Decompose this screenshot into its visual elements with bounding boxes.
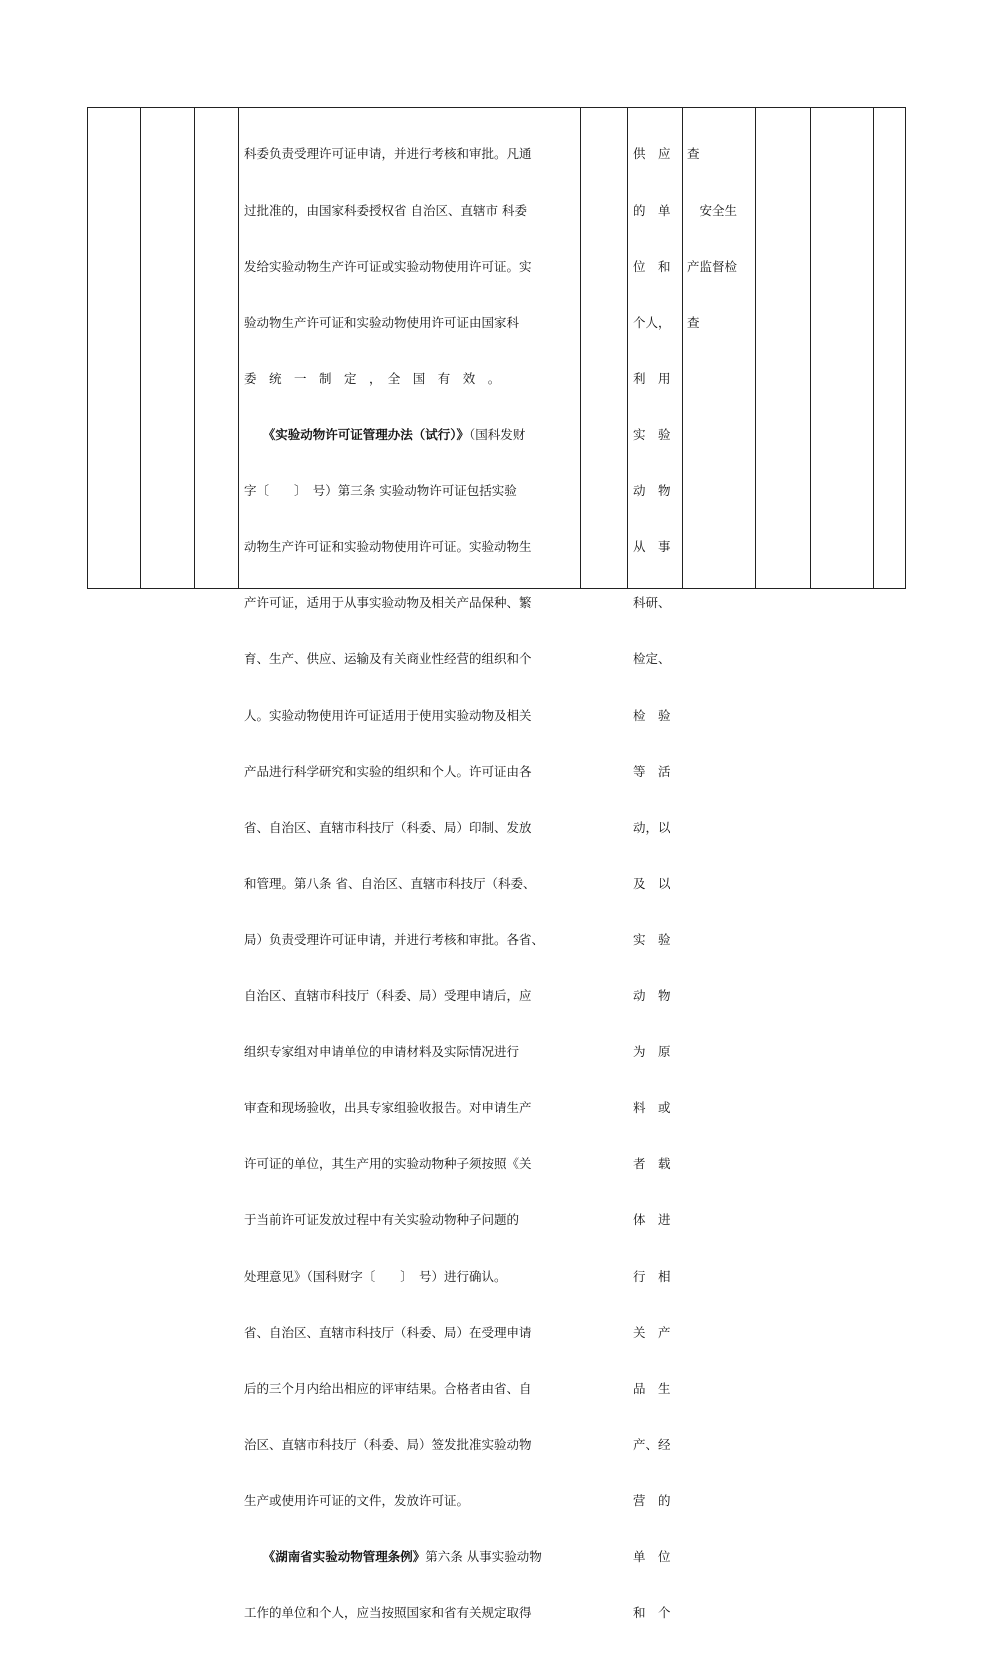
- text-line: 《湖南省实验动物管理条例》第六条 从事实验动物: [269, 1549, 542, 1565]
- column-divider: [194, 107, 195, 589]
- text-line: 关 产: [633, 1324, 671, 1340]
- text-line: 动，以: [633, 819, 671, 835]
- text-line: 科委负责受理许可证申请，并进行考核和审批。凡通: [244, 146, 532, 162]
- text-line: 和管理。第八条 省、自治区、直辖市科技厅（科委、: [244, 875, 536, 891]
- text-line: 的 单: [633, 202, 671, 218]
- text-line: 为 原: [633, 1044, 671, 1060]
- column-divider: [682, 107, 683, 589]
- column-divider: [580, 107, 581, 589]
- text-line: 等 活: [633, 763, 671, 779]
- text-line: 动 物: [633, 483, 671, 499]
- law-title: 《湖南省实验动物管理条例》: [269, 1549, 426, 1565]
- text-line: 省、自治区、直辖市科技厅（科委、局）印制、发放: [244, 819, 532, 835]
- text-line: 营 的: [633, 1493, 671, 1509]
- text-line: 查: [687, 146, 700, 162]
- text-line: 供 应: [633, 146, 671, 162]
- text-line: 科研、: [633, 595, 671, 611]
- text-line: 审查和现场验收，出具专家组验收报告。对申请生产: [244, 1100, 532, 1116]
- text-line: 验动物生产许可证和实验动物使用许可证由国家科: [244, 314, 520, 330]
- text-line: 产品进行科学研究和实验的组织和个人。许可证由各: [244, 763, 532, 779]
- legal-basis-text: [244, 108, 544, 1660]
- column-divider: [238, 107, 239, 589]
- text-line: 料 或: [633, 1100, 671, 1116]
- text-line: 利 用: [633, 370, 671, 386]
- text-line: 实 验: [633, 426, 671, 442]
- column-divider: [873, 107, 874, 589]
- text-line: 动物生产许可证和实验动物使用许可证。实验动物生: [244, 539, 532, 555]
- text-line: 体 进: [633, 1212, 671, 1228]
- text-line: 和 个: [633, 1605, 671, 1621]
- text-line: 查: [687, 314, 700, 330]
- text-line: 过批准的，由国家科委授权省 自治区、直辖市 科委: [244, 202, 527, 218]
- text-line: 发给实验动物生产许可证或实验动物使用许可证。实: [244, 258, 532, 274]
- text-line: 及 以: [633, 875, 671, 891]
- text-line: 育、生产、供应、运输及有关商业性经营的组织和个: [244, 651, 532, 667]
- text-line: 许可证的单位，其生产用的实验动物种子须按照《关: [244, 1156, 532, 1172]
- text-line: 单 位: [633, 1549, 671, 1565]
- text-line: 治区、直辖市科技厅（科委、局）签发批准实验动物: [244, 1436, 532, 1452]
- column-divider: [905, 107, 906, 589]
- text-line: 局）负责受理许可证申请，并进行考核和审批。各省、: [244, 931, 545, 947]
- text-line: 实 验: [633, 931, 671, 947]
- text-line: 后的三个月内给出相应的评审结果。合格者由省、自: [244, 1380, 532, 1396]
- text-line: 字〔 〕 号）第三条 实验动物许可证包括实验: [244, 483, 517, 499]
- column-divider: [755, 107, 756, 589]
- text-line: 安全生: [687, 202, 738, 218]
- column-divider: [140, 107, 141, 589]
- text-line: 省、自治区、直辖市科技厅（科委、局）在受理申请: [244, 1324, 532, 1340]
- column-divider: [627, 107, 628, 589]
- subject-column-text: [633, 108, 671, 1660]
- text-line: 自治区、直辖市科技厅（科委、局）受理申请后，应: [244, 988, 532, 1004]
- text-line: 品 生: [633, 1380, 671, 1396]
- text-line: 行 相: [633, 1268, 671, 1284]
- text-line: 处理意见》（国科财字〔 〕 号）进行确认。: [244, 1268, 507, 1284]
- law-title: 《实验动物许可证管理办法（试行）》: [269, 426, 470, 442]
- text-line: 生产或使用许可证的文件，发放许可证。: [244, 1493, 470, 1509]
- text-line: 检定、: [633, 651, 671, 667]
- text-line: 产监督检: [687, 258, 738, 274]
- text-line: 工作的单位和个人，应当按照国家和省有关规定取得: [244, 1605, 532, 1621]
- inspection-method-text: [687, 108, 737, 370]
- text-line: 从 事: [633, 539, 671, 555]
- text-line: 委 统 一 制 定 ， 全 国 有 效 。: [244, 370, 501, 386]
- text-line: 个人，: [633, 314, 671, 330]
- column-divider: [87, 107, 88, 589]
- text-line: 产、经: [633, 1436, 671, 1452]
- text-line: 动 物: [633, 988, 671, 1004]
- text-line: 产许可证，适用于从事实验动物及相关产品保种、繁: [244, 595, 532, 611]
- text-line: 检 验: [633, 707, 671, 723]
- column-divider: [810, 107, 811, 589]
- text-line: 位 和: [633, 258, 671, 274]
- text-line: 者 载: [633, 1156, 671, 1172]
- text-line: 组织专家组对申请单位的申请材料及实际情况进行: [244, 1044, 520, 1060]
- text-line: 于当前许可证发放过程中有关实验动物种子问题的: [244, 1212, 520, 1228]
- text-line: 《实验动物许可证管理办法（试行）》（国科发财: [269, 426, 526, 442]
- text-line: 人。实验动物使用许可证适用于使用实验动物及相关: [244, 707, 532, 723]
